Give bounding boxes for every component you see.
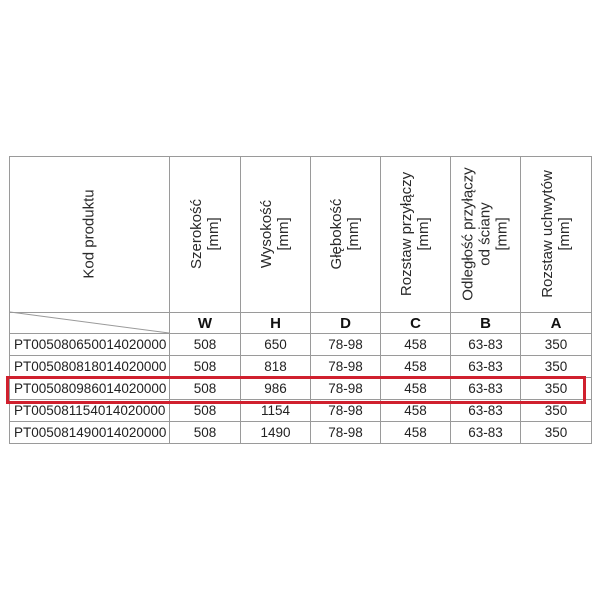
height-cell: 818 bbox=[264, 359, 287, 374]
letter-c: C bbox=[410, 315, 421, 332]
product-code-cell: PT005080650014020000 bbox=[14, 337, 167, 352]
header-height: Wysokość [mm] bbox=[258, 199, 292, 269]
height-cell: 1490 bbox=[260, 425, 291, 440]
header-code-label: Kod produktu bbox=[80, 189, 98, 279]
connection-spacing-cell: 458 bbox=[404, 381, 427, 396]
connection-spacing-cell: 458 bbox=[404, 337, 427, 352]
width-cell: 508 bbox=[193, 359, 217, 374]
header-depth: Głębokość [mm] bbox=[328, 198, 362, 270]
bracket-spacing-cell: 350 bbox=[544, 425, 568, 440]
product-code-cell: PT005081490014020000 bbox=[14, 425, 167, 440]
bracket-spacing-cell: 350 bbox=[544, 337, 568, 352]
depth-cell: 78-98 bbox=[328, 381, 363, 396]
height-cell: 650 bbox=[264, 337, 287, 352]
header-width: Szerokość [mm] bbox=[188, 198, 222, 270]
product-code-cell: PT005080818014020000 bbox=[14, 359, 167, 374]
wall-distance-cell: 63-83 bbox=[468, 359, 503, 374]
height-cell: 986 bbox=[264, 381, 287, 396]
bracket-spacing-cell: 350 bbox=[544, 381, 568, 396]
table-border-right bbox=[591, 156, 592, 444]
wall-distance-cell: 63-83 bbox=[468, 403, 503, 418]
header-connection-spacing: Rozstaw przyłączy [mm] bbox=[398, 171, 432, 297]
connection-spacing-cell: 458 bbox=[404, 403, 427, 418]
product-dimensions-table bbox=[9, 156, 592, 444]
connection-spacing-cell: 458 bbox=[404, 425, 427, 440]
header-wall-distance: Odległość przyłączy od ściany [mm] bbox=[459, 167, 511, 301]
depth-cell: 78-98 bbox=[328, 359, 363, 374]
wall-distance-cell: 63-83 bbox=[468, 337, 503, 352]
width-cell: 508 bbox=[193, 425, 217, 440]
bracket-spacing-cell: 350 bbox=[544, 403, 568, 418]
depth-cell: 78-98 bbox=[328, 403, 363, 418]
letter-b: B bbox=[480, 315, 491, 332]
depth-cell: 78-98 bbox=[328, 425, 363, 440]
letter-a: A bbox=[550, 315, 562, 332]
wall-distance-cell: 63-83 bbox=[468, 425, 503, 440]
letter-d: D bbox=[340, 315, 351, 332]
height-cell: 1154 bbox=[260, 403, 291, 418]
width-cell: 508 bbox=[193, 381, 217, 396]
depth-cell: 78-98 bbox=[328, 337, 363, 352]
bracket-spacing-cell: 350 bbox=[544, 359, 568, 374]
product-code-cell: PT005080986014020000 bbox=[14, 381, 167, 396]
product-code-cell: PT005081154014020000 bbox=[14, 403, 166, 418]
wall-distance-cell: 63-83 bbox=[468, 381, 503, 396]
header-bracket-spacing: Rozstaw uchwytów [mm] bbox=[539, 170, 573, 298]
width-cell: 508 bbox=[193, 337, 217, 352]
width-cell: 508 bbox=[193, 403, 217, 418]
letter-w: W bbox=[197, 315, 213, 332]
connection-spacing-cell: 458 bbox=[404, 359, 427, 374]
letter-h: H bbox=[270, 315, 281, 332]
